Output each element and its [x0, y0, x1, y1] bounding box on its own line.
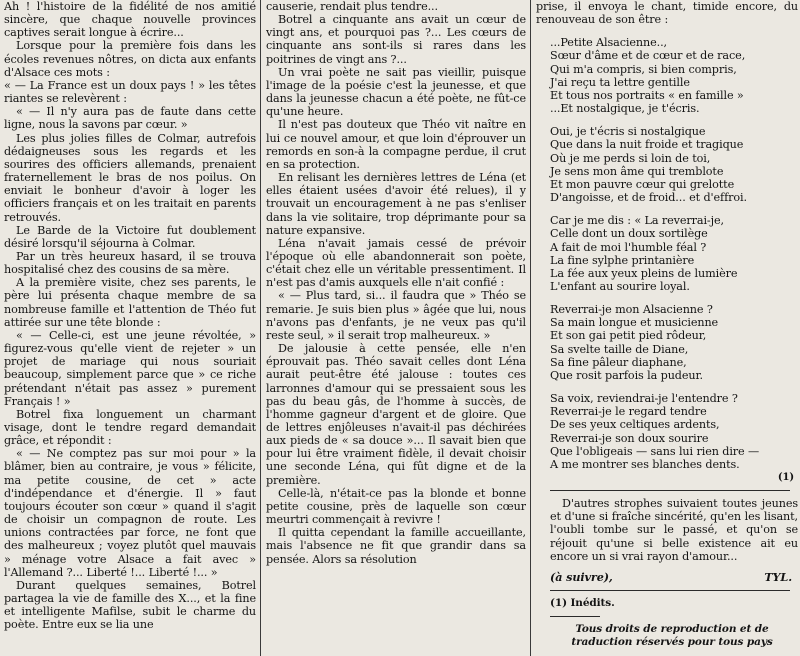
verse-line: La fine sylphe printanière [550, 253, 695, 267]
verse-line: Sa main longue et musicienne [550, 316, 719, 330]
quote: « — Ne comptez pas sur moi pour » la blâmer, bien au contraire, je vous » félicite, ma petite cousine, de cet » acte d'indépendance et d'énergie. Il » faut toujours écouter son cœur » quand il s'agit de choisir un compagnon de route. Les unions contractées par force, ne font que des malheureux ; voyez plutôt quel mauvais » ménage votre Alsace a fait avec » l'Allemand ?... Liberté !... Liberté !... » [4, 447, 256, 579]
verse-line: A fait de moi l'humble féal ? [550, 240, 707, 254]
verse-line: J'ai reçu ta lettre gentille [550, 75, 690, 89]
quote: « — La France est un doux pays ! » les têtes riantes se relevèrent : [4, 78, 256, 106]
paragraph: D'autres strophes suivaient toutes jeunes et d'une si fraîche sincérité, qu'en les lisant, l'oubli tombe sur le passé, et qu'on se réjouit qu'une si belle existence ait eu encore un si vrai rayon d'amour... [550, 497, 798, 563]
quote: « — Il n'y aura pas de faute dans cette ligne, nous la savons par cœur. » [4, 105, 256, 132]
verse-line: Sa voix, reviendrai-je l'entendre ? [550, 392, 738, 406]
poem [536, 36, 798, 471]
paragraph: Il quitta cependant la famille accueillante, mais l'absence ne fit que grandir dans sa pensée. Alors sa résolution [266, 526, 526, 566]
signature-line [536, 571, 798, 584]
verse-line: Sa svelte taille de Diane, [550, 342, 689, 356]
paragraph: Le Barde de la Victoire fut doublement désiré lorsqu'il séjourna à Colmar. [4, 223, 256, 250]
paragraph: De jalousie à cette pensée, elle n'en éprouvait pas. Théo savait celles dont Léna aurait peut-être été jalouse : toutes ces larronnes d'amour qui se pressaient sous les pas du beau gâs, de l'homme à succès, de l'homme gagneur d'argent et de gloire. Que de lettres enjôleuses n'avait-il pas déchirées aux pieds de « sa douce »... Il savait bien que pour lui être vraiment fidèle, il devait choisir une seconde Léna, qui fût digne et de la première. [266, 342, 526, 487]
note-reference: (1) [777, 472, 794, 483]
verse-line: Que l'obligeais — sans lui rien dire — [550, 444, 760, 458]
verse-line: ...Petite Alsacienne.., [550, 36, 667, 50]
verse-line: Celle dont un doux sortilège [550, 227, 708, 241]
verse-line: Je sens mon âme qui tremblote [550, 164, 724, 178]
footnote: (1) Inédits. [550, 597, 615, 610]
column-rule [530, 0, 531, 656]
paragraph: Botrel fixa longuement un charmant visage, dont le tendre regard demandait grâce, et répondit : [4, 407, 256, 448]
divider [550, 590, 790, 591]
verse-line: Reverrai-je son doux sourire [550, 431, 709, 445]
quote: « — Plus tard, si... il faudra que » Théo se remarie. Je suis bien plus » âgée que lui, nous n'avons pas d'enfants, je ne veux pas qu'il reste seul, » il serait trop malheureux. » [266, 289, 526, 342]
verse-line: Reverrai-je mon Alsacienne ? [550, 303, 713, 317]
verse-line: Oui, je t'écris si nostalgique [550, 125, 706, 139]
paragraph: Il n'est pas douteux que Théo vit naître en lui ce nouvel amour, et que loin d'éprouver un remords en son-à la compagne perdue, il crut en sa protection. [266, 118, 526, 171]
rights-notice: Tous droits de reproduction et de traduction réservés pour tous pays [571, 623, 773, 648]
paragraph: Les plus jolies filles de Colmar, autrefois dédaigneuses sous les regards et les sourires des officiers allemands, prenaient fraternellement le bras de nos poilus. On enviait le bonheur d'avoir à loger les officiers français et on les traitait en parents retrouvés. [4, 131, 256, 224]
verse-line: Et son gai petit pied rôdeur, [550, 329, 707, 343]
paragraph: Celle-là, n'était-ce pas la blonde et bonne petite cousine, près de laquelle son cœur meurtri commençait à revivre ! [266, 486, 526, 527]
column-rule [260, 0, 261, 656]
verse-line: Et tous nos portraits « en famille » [550, 88, 744, 102]
column-middle [266, 0, 526, 656]
author-name: TYL. [764, 569, 792, 584]
verse-line: Sa fine pâleur diaphane, [550, 355, 687, 369]
paragraph: Lorsque pour la première fois dans les écoles revenues nôtres, on dicta aux enfants d'Alsace ces mots : [4, 39, 256, 79]
paragraph: prise, il envoya le chant, timide encore, du renouveau de son être : [536, 0, 798, 27]
paragraph: A la première visite, chez ses parents, le père lui présenta chaque membre de sa nombreuse famille et l'attention de Théo fut attirée sur une tête blonde : [4, 276, 256, 329]
verse-line: De ses yeux celtiques ardents, [550, 418, 720, 432]
paragraph: Par un très heureux hasard, il se trouva hospitalisé chez des cousins de sa mère. [4, 249, 256, 277]
paragraph: Un vrai poète ne sait pas vieillir, puisque l'image de la poésie c'est la jeunesse, et que dans la jeunesse chacun a été poète, ne fût-ce qu'une heure. [266, 65, 526, 119]
stanza [536, 36, 798, 115]
paragraph: Ah ! l'histoire de la fidélité de nos amitié sincère, que chaque nouvelle provinces captives serait longue à écrire... [4, 0, 256, 40]
stanza [536, 125, 798, 204]
to-be-continued: (à suivre), [550, 569, 613, 584]
verse-line: Qui m'a compris, si bien compris, [550, 62, 737, 76]
column-left [4, 0, 256, 656]
verse-line: Car je me dis : « La reverrai-je, [550, 214, 724, 228]
paragraph: Durant quelques semaines, Botrel partagea la vie de famille des X..., et la fine et intelligente Mafilse, subit le charme du poète. Entre eux se lia une [4, 578, 256, 632]
verse-line: La fée aux yeux pleins de lumière [550, 266, 738, 280]
verse-line: A me montrer ses blanches dents. [550, 457, 740, 471]
stanza [536, 214, 798, 293]
verse-line: Que dans la nuit froide et tragique [550, 138, 744, 152]
verse-line: D'angoisse, et de froid... et d'effroi. [550, 191, 747, 205]
divider [550, 490, 790, 491]
verse-line: Que rosit parfois la pudeur. [550, 368, 703, 382]
column-right [536, 0, 798, 656]
paragraph: Léna n'avait jamais cessé de prévoir l'époque où elle abandonnerait son poète, c'était chez elle un véritable pressentiment. Il n'est pas d'amis auxquels elle n'ait confié : [266, 236, 526, 290]
stanza [536, 303, 798, 382]
verse-line: Sœur d'âme et de cœur et de race, [550, 49, 746, 63]
verse-line: Où je me perds si loin de toi, [550, 151, 711, 165]
paragraph: En relisant les dernières lettres de Léna (et elles étaient usées d'avoir été relues), il y trouvait un encouragement à ne pas s'enliser dans la vie solitaire, trop déprimante pour sa nature expansive. [266, 171, 526, 237]
verse-line: L'enfant au sourire loyal. [550, 279, 690, 293]
divider [550, 616, 600, 617]
verse-line: ...Et nostalgique, je t'écris. [550, 102, 700, 116]
paragraph: Botrel a cinquante ans avait un cœur de vingt ans, et pourquoi pas ?... Les cœurs de cinquante ans sont-ils si rares dans les poitrines de vingt ans ?... [266, 13, 526, 66]
stanza [536, 392, 798, 471]
verse-line: Reverrai-je le regard tendre [550, 405, 707, 419]
quote: « — Celle-ci, est une jeune révoltée, » figurez-vous qu'elle vient de rejeter » un projet de mariage qui nous souriait beaucoup, simplement parce que » ce riche prétendant n'était pas assez » purement Français ! » [4, 328, 256, 408]
paragraph: causerie, rendait plus tendre... [266, 0, 438, 13]
verse-line: Et mon pauvre cœur qui grelotte [550, 177, 735, 191]
